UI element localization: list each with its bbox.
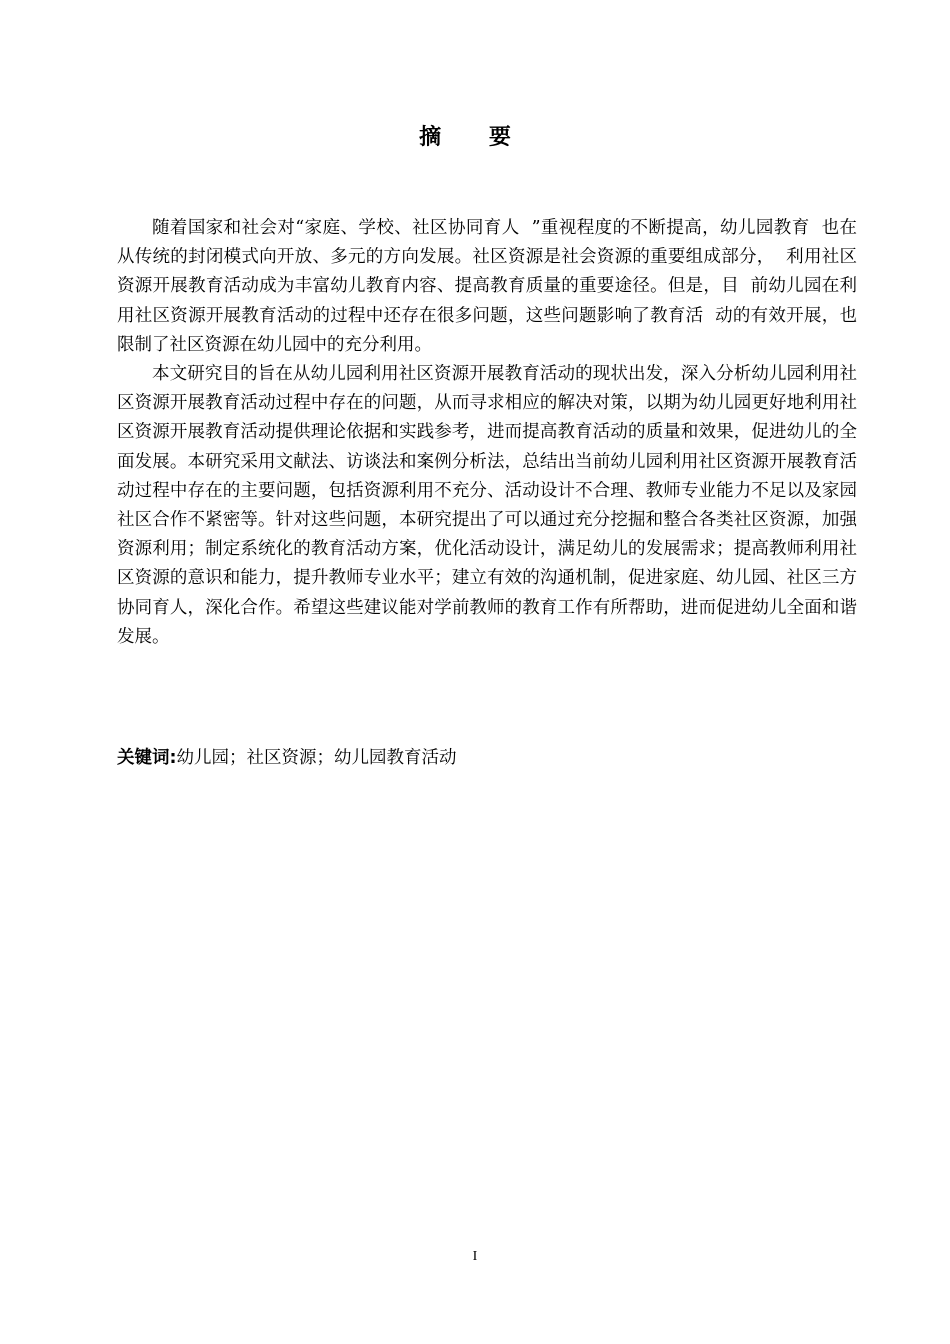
keywords-label: 关键词: [117, 748, 177, 768]
page-title: 摘 要 [419, 125, 531, 150]
keywords-line [117, 744, 857, 773]
keywords-value: 幼儿园；社区资源；幼儿园教育活动 [176, 748, 457, 768]
abstract-paragraph-1: 随着国家和社会对“家庭、学校、社区协同育人 ”重视程度的不断提高，幼儿园教育 也在从传统的封闭模式向开放、多元的方向发展。社区资源是社会资源的重要组成部分， 利用社区资源开展教育活动成为丰富幼儿教育内容、提高教育质量的重要途径。但是，目 前幼儿园在利用社区资源开展教育活动的过程中还存在很多问题，这些问题影响了教育活 动的有效开展，也限制了社区资源在幼儿园中的充分利用。 [117, 218, 857, 355]
abstract-paragraph-2: 本文研究目的旨在从幼儿园利用社区资源开展教育活动的现状出发，深入分析幼儿园利用社区资源开展教育活动过程中存在的问题，从而寻求相应的解决对策，以期为幼儿园更好地利用社区资源开展教育活动提供理论依据和实践参考，进而提高教育活动的质量和效果，促进幼儿的全面发展。本研究采用文献法、访谈法和案例分析法，总结出当前幼儿园利用社区资源开展教育活动过程中存在的主要问题，包括资源利用不充分、活动设计不合理、教师专业能力不足以及家园社区合作不紧密等。针对这些问题，本研究提出了可以通过充分挖掘和整合各类社区资源，加强资源利用；制定系统化的教育活动方案，优化活动设计，满足幼儿的发展需求；提高教师利用社区资源的意识和能力，提升教师专业水平；建立有效的沟通机制，促进家庭、幼儿园、社区三方协同育人，深化合作。希望这些建议能对学前教师的教育工作有所帮助，进而促进幼儿全面和谐发展。 [117, 364, 857, 647]
abstract-body [117, 214, 857, 652]
page-number: I [472, 1249, 478, 1264]
